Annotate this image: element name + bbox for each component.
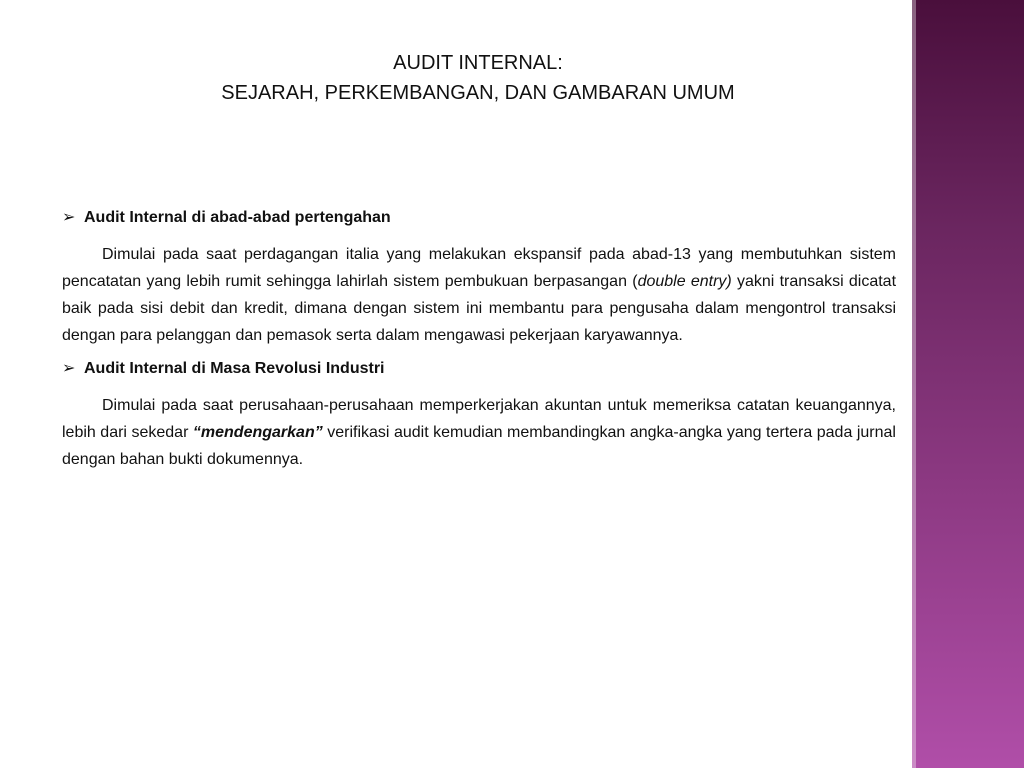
section-heading-2 [62,355,896,382]
paragraph-text: yakni transaksi dicatat baik pada sisi debit dan kredit, dimana dengan sistem ini membantu para pengusaha dalam mengontrol transaksi dengan para pelanggan dan pemasok serta dalam mengawasi pekerjaan karyawannya. [62,273,897,344]
section-heading-1 [62,204,896,231]
section-heading-text: Audit Internal di abad-abad pertengahan [84,209,391,226]
section-paragraph-2 [62,392,896,473]
paragraph-text: Dimulai pada saat perusahaan-perusahaan memperkerjakan akuntan untuk memeriksa catatan keuangannya, lebih dari sekedar [62,397,896,441]
slide-content [62,204,896,479]
title-line-2: SEJARAH, PERKEMBANGAN, DAN GAMBARAN UMUM [221,82,735,104]
decorative-side-band [912,0,1024,768]
section-heading-text: Audit Internal di Masa Revolusi Industri [84,360,385,377]
section-paragraph-1 [62,241,896,349]
paragraph-bold-italic-text: “mendengarkan” [192,424,323,441]
arrow-bullet-icon: ➢ [62,360,76,377]
paragraph-text: Dimulai pada saat perdagangan italia yang melakukan ekspansif pada abad-13 yang membutuhkan sistem pencatatan yang lebih rumit sehingga lahirlah sistem pembukuan berpasangan ( [62,246,896,290]
paragraph-text: verifikasi audit kemudian membandingkan angka-angka yang tertera pada jurnal dengan bahan bukti dokumennya. [62,424,896,468]
slide-title [60,48,896,108]
title-line-1: AUDIT INTERNAL: [393,52,563,74]
paragraph-italic-text: double entry) [637,273,732,290]
arrow-bullet-icon: ➢ [62,209,76,226]
